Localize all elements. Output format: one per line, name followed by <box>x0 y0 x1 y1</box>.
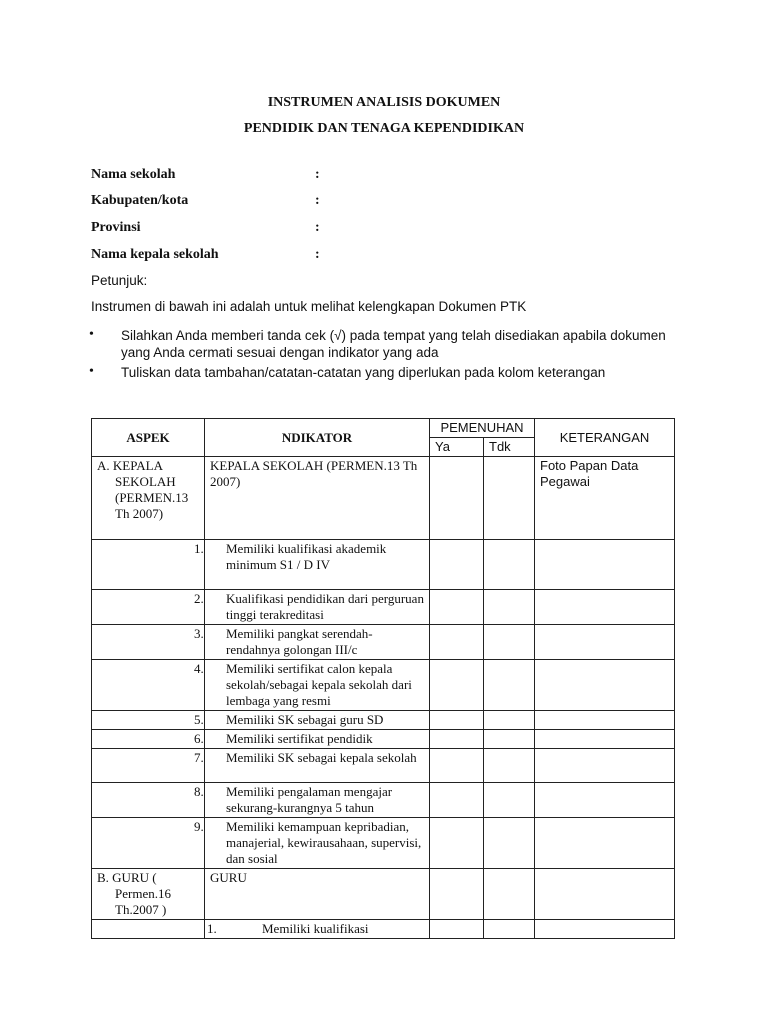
keterangan-cell[interactable] <box>535 590 675 625</box>
keterangan-cell[interactable] <box>535 711 675 730</box>
ya-checkbox-cell[interactable] <box>430 869 484 920</box>
instruction-bullet: Tuliskan data tambahan/catatan-catatan yang diperlukan pada kolom keterangan <box>121 365 606 380</box>
indikator-title-cell: KEPALA SEKOLAH (PERMEN.13 Th 2007) <box>205 457 430 540</box>
keterangan-cell[interactable] <box>535 869 675 920</box>
item-text: Memiliki kualifikasi akademik minimum S1 / D IV <box>226 541 387 572</box>
field-colon: : <box>315 167 320 182</box>
tdk-checkbox-cell[interactable] <box>484 457 535 540</box>
table-row <box>92 730 675 749</box>
tdk-checkbox-cell[interactable] <box>484 540 535 590</box>
ya-checkbox-cell[interactable] <box>430 540 484 590</box>
item-number: 8. <box>194 784 204 799</box>
ya-checkbox-cell[interactable] <box>430 783 484 818</box>
table-row <box>92 783 675 818</box>
field-colon: : <box>315 220 320 235</box>
aspek-cell <box>92 660 205 711</box>
instruction-bullet: Silahkan Anda memberi tanda cek (√) pada tempat yang telah disediakan apabila dokumen yang Anda cermati sesuai dengan indikator yang ada <box>121 328 666 360</box>
indikator-cell <box>194 783 430 818</box>
field-colon: : <box>315 193 320 208</box>
ya-checkbox-cell[interactable] <box>430 920 484 939</box>
item-text: Memiliki SK sebagai kepala sekolah <box>226 750 417 765</box>
document-title: INSTRUMEN ANALISIS DOKUMEN <box>267 95 501 110</box>
table-row <box>92 590 675 625</box>
indikator-cell <box>194 749 430 783</box>
table-row <box>92 749 675 783</box>
indikator-cell <box>194 730 430 749</box>
item-text: Memiliki pengalaman mengajar sekurang-kurangnya 5 tahun <box>226 784 393 815</box>
table-row <box>92 818 675 869</box>
aspek-cell <box>92 749 205 783</box>
item-text: Kualifikasi pendidikan dari perguruan tinggi terakreditasi <box>226 591 424 622</box>
table-row <box>92 920 675 939</box>
item-text: Memiliki kualifikasi <box>262 921 369 936</box>
ya-checkbox-cell[interactable] <box>430 590 484 625</box>
aspek-cell <box>92 730 205 749</box>
item-number: 2. <box>194 591 204 606</box>
indikator-cell <box>194 590 430 625</box>
aspek-cell <box>92 625 205 660</box>
table-header-row <box>92 419 675 438</box>
ya-checkbox-cell[interactable] <box>430 730 484 749</box>
header-ya: Ya <box>430 438 484 457</box>
aspek-cell <box>92 818 205 869</box>
keterangan-cell[interactable] <box>535 660 675 711</box>
aspek-kepala-sekolah: A. KEPALA SEKOLAH (PERMEN.13 Th 2007) <box>97 458 189 521</box>
bullet-icon: • <box>89 364 94 379</box>
ya-checkbox-cell[interactable] <box>430 457 484 540</box>
keterangan-cell: Foto Papan Data Pegawai <box>535 457 675 540</box>
aspek-cell <box>92 540 205 590</box>
tdk-checkbox-cell[interactable] <box>484 730 535 749</box>
aspek-cell <box>92 711 205 730</box>
indikator-cell <box>194 818 430 869</box>
indikator-cell <box>205 920 430 939</box>
item-number: 1. <box>207 921 217 936</box>
indikator-cell <box>194 660 430 711</box>
item-number: 5. <box>194 712 204 727</box>
ya-checkbox-cell[interactable] <box>430 749 484 783</box>
petunjuk-label: Petunjuk: <box>91 273 148 288</box>
keterangan-cell[interactable] <box>535 783 675 818</box>
ya-checkbox-cell[interactable] <box>430 625 484 660</box>
field-label-provinsi: Provinsi <box>91 220 141 235</box>
keterangan-cell[interactable] <box>535 818 675 869</box>
ya-checkbox-cell[interactable] <box>430 711 484 730</box>
aspek-cell <box>92 457 205 540</box>
aspek-guru: B. GURU ( Permen.16 Th.2007 ) <box>97 870 171 917</box>
ya-checkbox-cell[interactable] <box>430 818 484 869</box>
tdk-checkbox-cell[interactable] <box>484 920 535 939</box>
tdk-checkbox-cell[interactable] <box>484 869 535 920</box>
table-row <box>92 625 675 660</box>
item-text: Memiliki pangkat serendah-rendahnya golongan III/c <box>226 626 373 657</box>
header-aspek: ASPEK <box>92 419 205 457</box>
aspek-cell <box>92 920 205 939</box>
indikator-cell <box>194 711 430 730</box>
item-text: Memiliki SK sebagai guru SD <box>226 712 384 727</box>
tdk-checkbox-cell[interactable] <box>484 660 535 711</box>
table-row <box>92 660 675 711</box>
item-number: 7. <box>194 750 204 765</box>
header-pemenuhan: PEMENUHAN <box>430 419 535 438</box>
table-row <box>92 711 675 730</box>
table-row <box>92 457 675 540</box>
tdk-checkbox-cell[interactable] <box>484 783 535 818</box>
keterangan-cell[interactable] <box>535 730 675 749</box>
indikator-cell <box>194 540 430 590</box>
table-row <box>92 869 675 920</box>
field-label-kepala-sekolah: Nama kepala sekolah <box>91 247 219 262</box>
item-text: Memiliki kemampuan kepribadian, manajerial, kewirausahaan, supervisi, dan sosial <box>226 819 422 866</box>
item-number: 9. <box>194 819 204 834</box>
bullet-icon: • <box>89 327 94 342</box>
ya-checkbox-cell[interactable] <box>430 660 484 711</box>
item-number: 6. <box>194 731 204 746</box>
tdk-checkbox-cell[interactable] <box>484 590 535 625</box>
field-colon: : <box>315 247 320 262</box>
keterangan-cell[interactable] <box>535 920 675 939</box>
indikator-title-cell: GURU <box>205 869 430 920</box>
field-label-kabupaten: Kabupaten/kota <box>91 193 189 208</box>
item-text: Memiliki sertifikat calon kepala sekolah/sebagai kepala sekolah dari lembaga yang resmi <box>226 661 412 708</box>
item-number: 4. <box>194 661 204 676</box>
keterangan-cell[interactable] <box>535 625 675 660</box>
header-indikator: NDIKATOR <box>205 419 430 457</box>
keterangan-cell[interactable] <box>535 540 675 590</box>
intro-text: Instrumen di bawah ini adalah untuk melihat kelengkapan Dokumen PTK <box>91 299 527 314</box>
aspek-cell <box>92 783 205 818</box>
analysis-table <box>91 418 675 939</box>
header-tdk: Tdk <box>484 438 535 457</box>
item-number: 1. <box>194 541 204 556</box>
document-subtitle: PENDIDIK DAN TENAGA KEPENDIDIKAN <box>243 121 525 136</box>
indikator-cell <box>194 625 430 660</box>
table-row <box>92 540 675 590</box>
aspek-cell <box>92 590 205 625</box>
tdk-checkbox-cell[interactable] <box>484 818 535 869</box>
item-number: 3. <box>194 626 204 641</box>
aspek-cell <box>92 869 205 920</box>
header-keterangan: KETERANGAN <box>535 419 675 457</box>
tdk-checkbox-cell[interactable] <box>484 625 535 660</box>
keterangan-cell[interactable] <box>535 749 675 783</box>
item-text: Memiliki sertifikat pendidik <box>226 731 373 746</box>
field-label-nama-sekolah: Nama sekolah <box>91 167 176 182</box>
tdk-checkbox-cell[interactable] <box>484 711 535 730</box>
tdk-checkbox-cell[interactable] <box>484 749 535 783</box>
